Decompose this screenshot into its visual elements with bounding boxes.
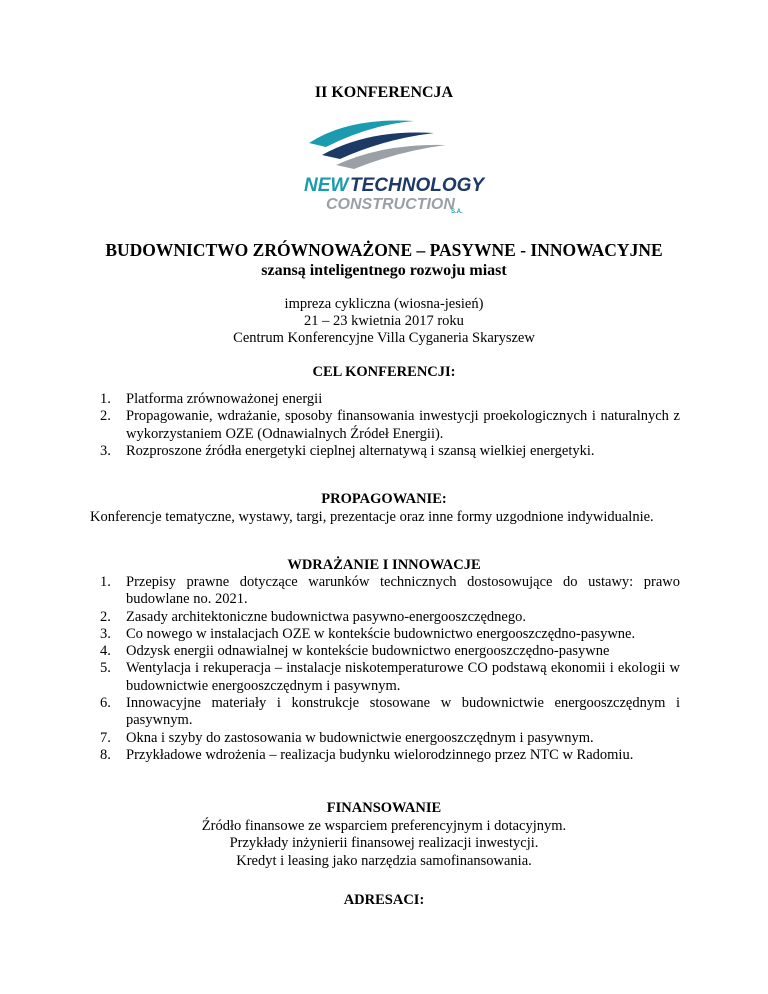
financing-line: Przykłady inżynierii finansowej realizacji inwestycji.	[229, 835, 539, 852]
list-item: 5. Wentylacja i rekuperacja – instalacje niskotemperaturowe CO podstawą ekonomii i ekologii w budownictwie energooszczędnym i pasywnym.	[100, 660, 680, 694]
list-item: 6. Innowacyjne materiały i konstrukcje stosowane w budownictwie energooszczędnym i pasywnym.	[100, 695, 680, 729]
list-item: 1. Przepisy prawne dotyczące warunków technicznych dostosowujące do ustawy: prawo budowlane no. 2021.	[100, 574, 680, 608]
list-item: 2. Zasady architektoniczne budownictwa pasywno-energooszczędnego.	[100, 608, 526, 625]
subtitle: szansą inteligentnego rozwoju miast	[261, 262, 507, 279]
recipients-heading: ADRESACI:	[343, 892, 425, 908]
logo-text-new: NEW	[304, 175, 349, 196]
list-item: 3. Rozproszone źródła energetyki cieplnej alternatywą i szansą wielkiej energetyki.	[100, 442, 595, 459]
event-info	[0, 296, 768, 347]
financing-line: Kredyt i leasing jako narzędzia samofinansowania.	[236, 852, 532, 869]
list-item: 4. Odzysk energii odnawialnej w kontekście budownictwo energooszczędno-pasywne	[100, 643, 610, 660]
event-dates: 21 – 23 kwietnia 2017 roku	[304, 313, 464, 329]
goal-list	[90, 391, 680, 460]
financing-line: Źródło finansowe ze wsparciem preferencyjnym i dotacyjnym.	[201, 818, 567, 834]
logo-text-sa: S.A.	[451, 209, 463, 215]
goal-heading: CEL KONFERENCJI:	[312, 364, 456, 380]
ntc-logo-graphic	[274, 117, 494, 217]
logo-text-construction: CONSTRUCTION	[326, 196, 455, 213]
conference-title: II KONFERENCJA	[314, 84, 454, 101]
implementation-list	[90, 574, 680, 764]
list-item: 2. Propagowanie, wdrażanie, sposoby finansowania inwestycji proekologicznych i naturalnych z wykorzystaniem OZE (Odnawialnych Źródeł Energii).	[100, 408, 680, 442]
event-frequency: impreza cykliczna (wiosna-jesień)	[284, 296, 484, 312]
main-title: BUDOWNICTWO ZRÓWNOWAŻONE – PASYWNE - INNOWACYJNE	[105, 240, 663, 260]
list-item: 3. Co nowego w instalacjach OZE w kontekście budownictwo energooszczędno-pasywne.	[100, 625, 636, 642]
financing-heading: FINANSOWANIE	[326, 800, 442, 816]
logo-text-technology: TECHNOLOGY	[350, 175, 485, 196]
list-item: 1. Platforma zrównoważonej energii	[100, 391, 323, 407]
financing-text	[0, 818, 768, 870]
promotion-heading: PROPAGOWANIE:	[321, 491, 447, 507]
promotion-text: Konferencje tematyczne, wystawy, targi, prezentacje oraz inne formy uzgodnione indywidualnie.	[90, 509, 654, 525]
list-item: 8. Przykładowe wdrożenia – realizacja budynku wielorodzinnego przez NTC w Radomiu.	[100, 746, 634, 763]
implementation-heading: WDRAŻANIE I INNOWACJE	[287, 557, 481, 573]
list-item: 7. Okna i szyby do zastosowania w budownictwie energooszczędnym i pasywnym.	[100, 729, 594, 746]
ntc-logo	[0, 117, 768, 217]
event-venue: Centrum Konferencyjne Villa Cyganeria Skaryszew	[233, 330, 535, 346]
